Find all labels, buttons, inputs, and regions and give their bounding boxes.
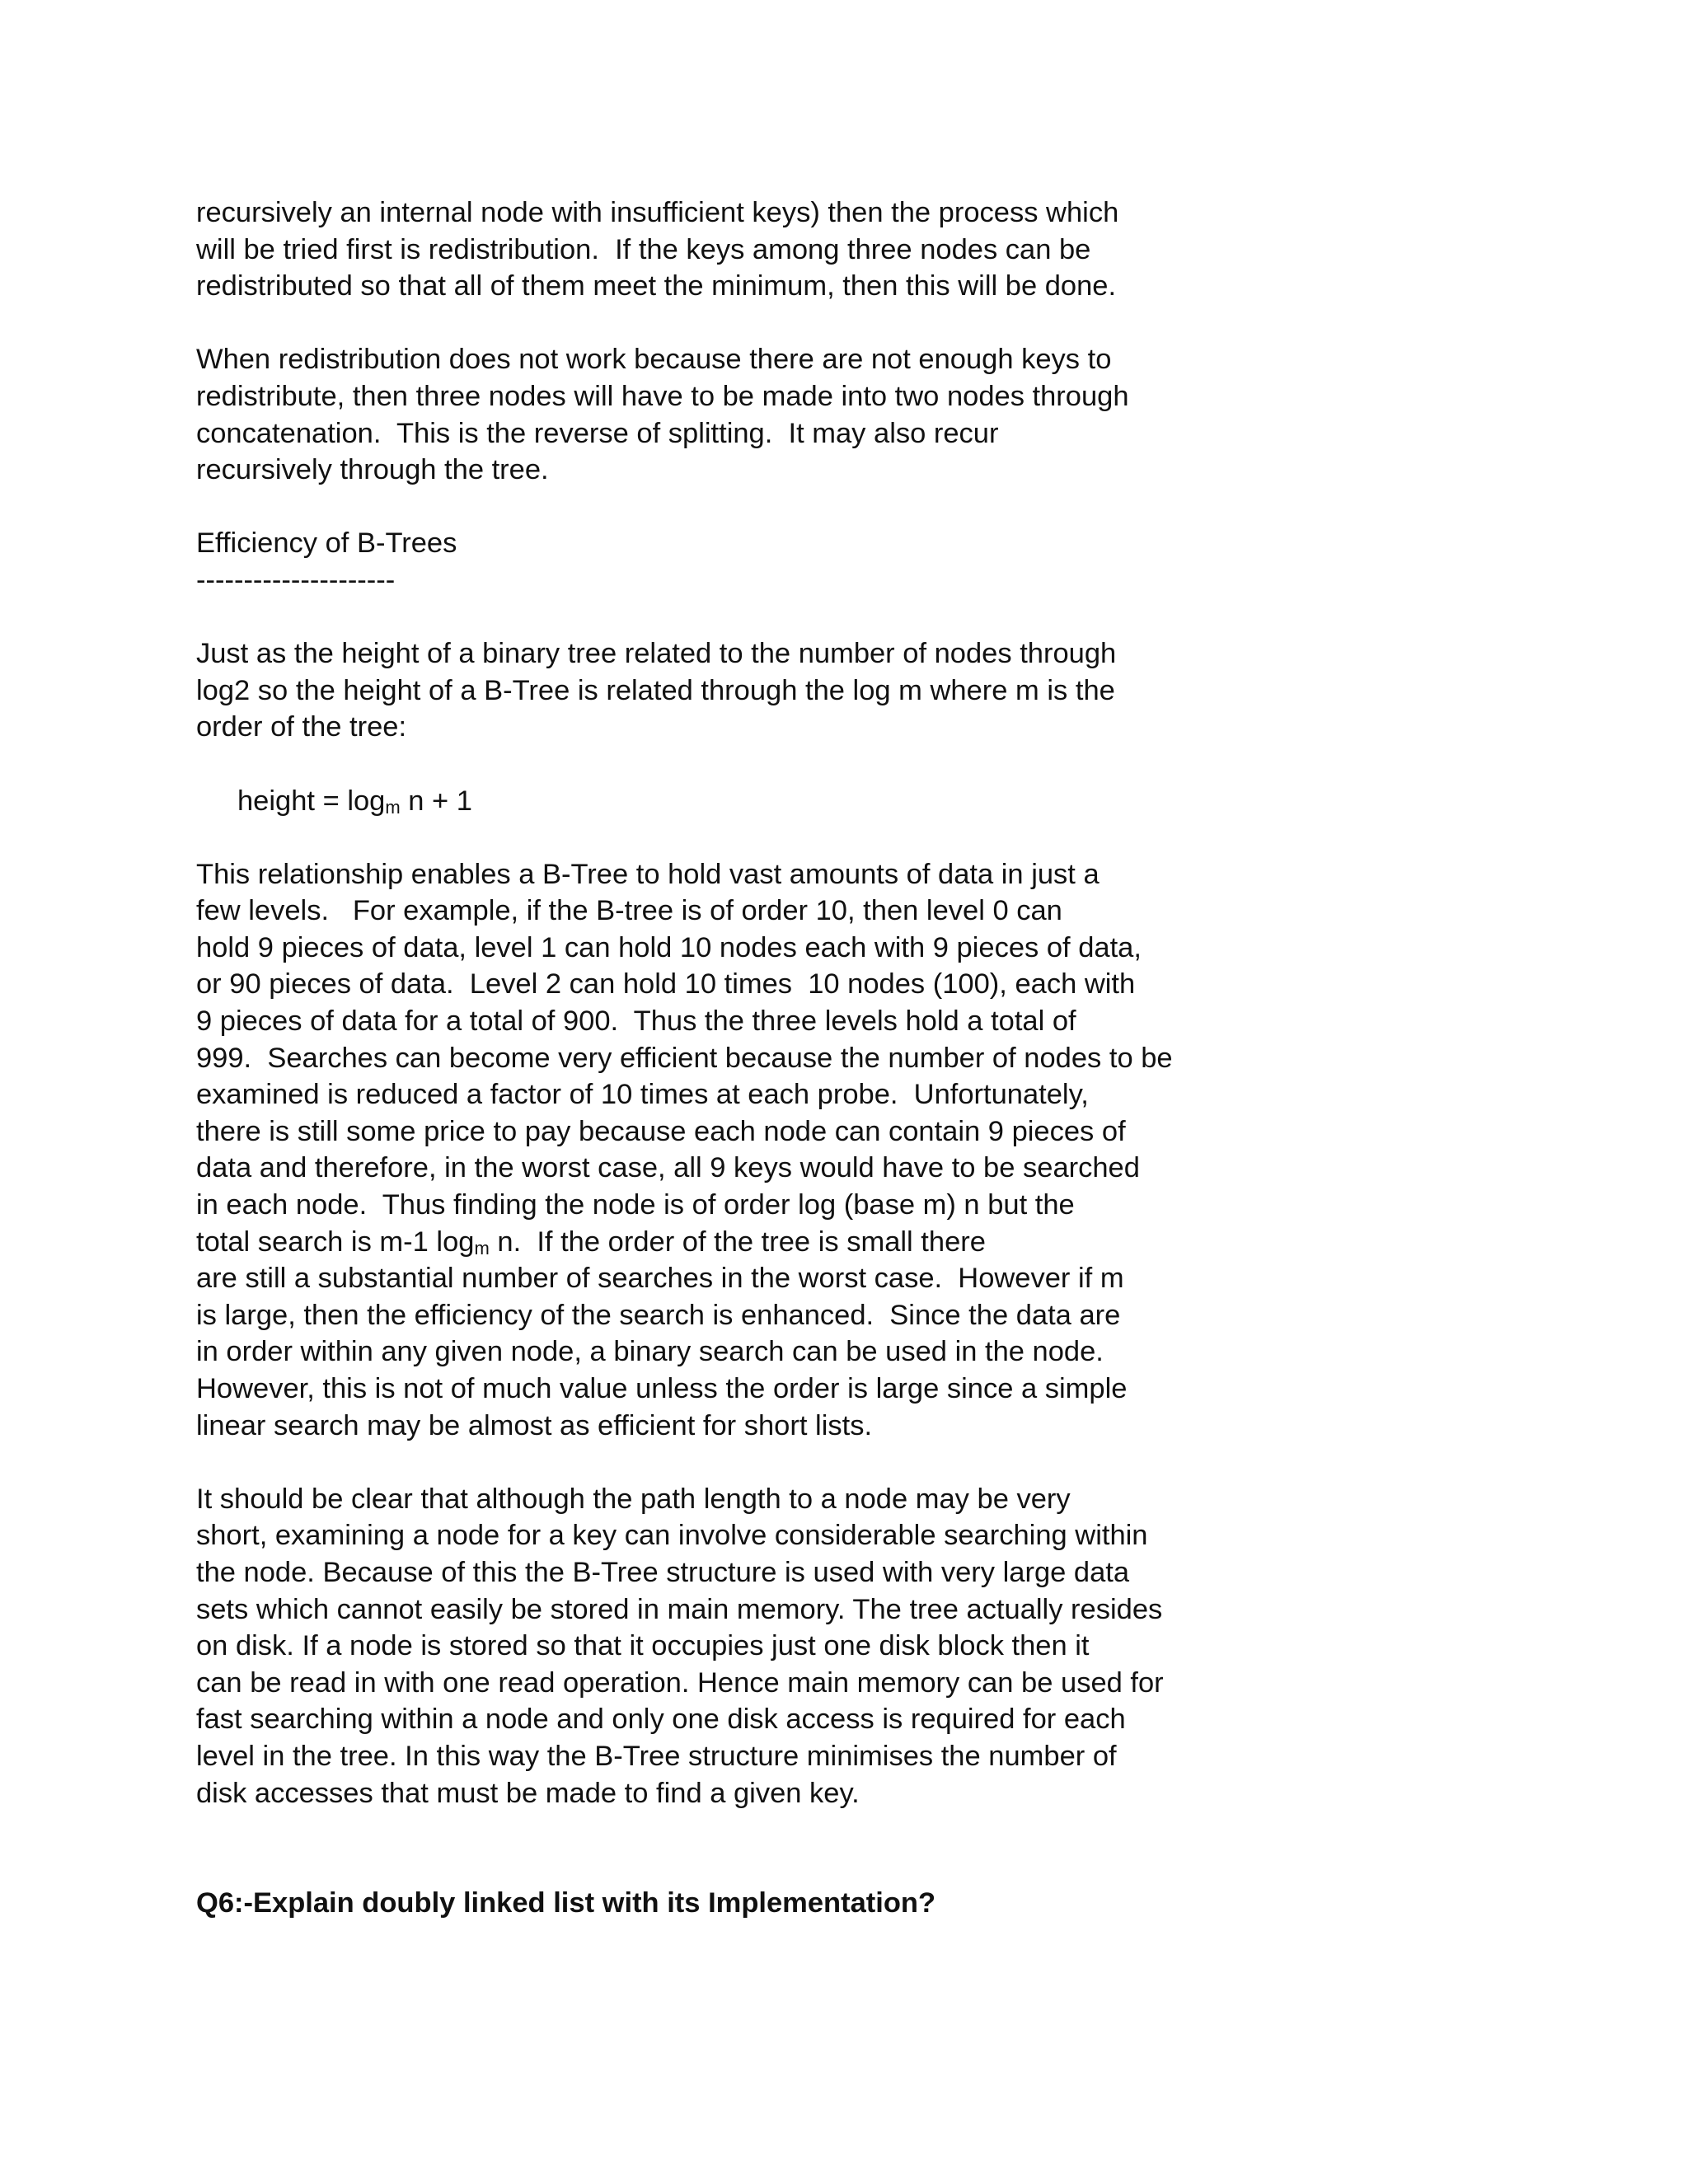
document-body (196, 194, 1185, 1922)
text-line: disk accesses that must be made to find a given key. (196, 1777, 860, 1809)
text-line: few levels. For example, if the B-tree is of order 10, then level 0 can (196, 895, 1062, 927)
paragraph-height-intro (196, 635, 1185, 746)
text-line: or 90 pieces of data. Level 2 can hold 10 times 10 nodes (100), each with (196, 968, 1136, 1001)
text-line: examined is reduced a factor of 10 times at each probe. Unfortunately, (196, 1079, 1089, 1111)
text-line: sets which cannot easily be stored in main memory. The tree actually resides (196, 1593, 1163, 1625)
height-formula (196, 783, 1185, 820)
text-line: are still a substantial number of searches in the worst case. However if m (196, 1263, 1124, 1295)
text-line: recursively through the tree. (196, 454, 549, 486)
text-line: This relationship enables a B-Tree to hold vast amounts of data in just a (196, 858, 1100, 890)
formula-subscript: m (474, 1237, 490, 1258)
text-line: Just as the height of a binary tree related to the number of nodes through (196, 638, 1117, 670)
text-line: 999. Searches can become very efficient because the number of nodes to be (196, 1042, 1173, 1074)
text-line: on disk. If a node is stored so that it occupies just one disk block then it (196, 1630, 1090, 1662)
paragraph-concatenation (196, 341, 1185, 488)
formula-subscript: m (385, 796, 401, 818)
paragraph-redistribution (196, 194, 1185, 305)
text-line-with-formula (196, 1224, 1185, 1261)
text-line: is large, then the efficiency of the search is enhanced. Since the data are (196, 1299, 1121, 1331)
text-line: hold 9 pieces of data, level 1 can hold 10 nodes each with 9 pieces of data, (196, 931, 1142, 963)
text-line: level in the tree. In this way the B-Tree structure minimises the number of (196, 1740, 1117, 1772)
section-heading (196, 525, 1185, 598)
text-line: in order within any given node, a binary search can be used in the node. (196, 1336, 1104, 1368)
paragraph-gap (196, 599, 1185, 636)
text-line: 9 pieces of data for a total of 900. Thus the three levels hold a total of (196, 1005, 1076, 1038)
question-title: Q6:-Explain doubly linked list with its Implementation? (196, 1887, 936, 1919)
heading-underline: --------------------- (196, 564, 396, 596)
text-line: redistribute, then three nodes will have to be made into two nodes through (196, 380, 1129, 412)
text-line: will be tried first is redistribution. If the keys among three nodes can be (196, 233, 1091, 265)
text-line: short, examining a node for a key can involve considerable searching within (196, 1520, 1148, 1552)
text-line: there is still some price to pay because each node can contain 9 pieces of (196, 1115, 1126, 1147)
paragraph-gap (196, 819, 1185, 856)
text-line: redistributed so that all of them meet the minimum, then this will be done. (196, 270, 1117, 302)
text-line: It should be clear that although the path length to a node may be very (196, 1483, 1071, 1515)
text-line: linear search may be almost as efficient for short lists. (196, 1409, 873, 1441)
text-line: in each node. Thus finding the node is of order log (base m) n but the (196, 1189, 1075, 1221)
paragraph-disk-access (196, 1481, 1185, 1811)
text-line: concatenation. This is the reverse of splitting. It may also recur (196, 417, 999, 449)
paragraph-gap (196, 1444, 1185, 1481)
formula-suffix: n. If the order of the tree is small there (489, 1226, 986, 1258)
text-line: can be read in with one read operation. Hence main memory can be used for (196, 1666, 1164, 1699)
paragraph-gap (196, 746, 1185, 783)
formula-prefix: height = log (237, 785, 386, 817)
paragraph-gap (196, 305, 1185, 342)
text-line: the node. Because of this the B-Tree structure is used with very large data (196, 1556, 1130, 1588)
paragraph-gap (196, 489, 1185, 526)
text-line: However, this is not of much value unless the order is large since a simple (196, 1373, 1128, 1404)
text-line: data and therefore, in the worst case, all 9 keys would have to be searched (196, 1152, 1140, 1184)
text-line: When redistribution does not work because there are not enough keys to (196, 344, 1112, 376)
text-line: fast searching within a node and only one disk access is required for each (196, 1704, 1126, 1736)
heading-text: Efficiency of B-Trees (196, 527, 457, 560)
formula-prefix: total search is m-1 log (196, 1226, 475, 1258)
text-line: recursively an internal node with insufficient keys) then the process which (196, 197, 1119, 228)
paragraph-relationship (196, 856, 1185, 1445)
section-gap (196, 1811, 1185, 1885)
text-line: order of the tree: (196, 711, 407, 743)
text-line: log2 so the height of a B-Tree is related through the log m where m is the (196, 674, 1115, 706)
formula-suffix: n + 1 (400, 785, 472, 817)
